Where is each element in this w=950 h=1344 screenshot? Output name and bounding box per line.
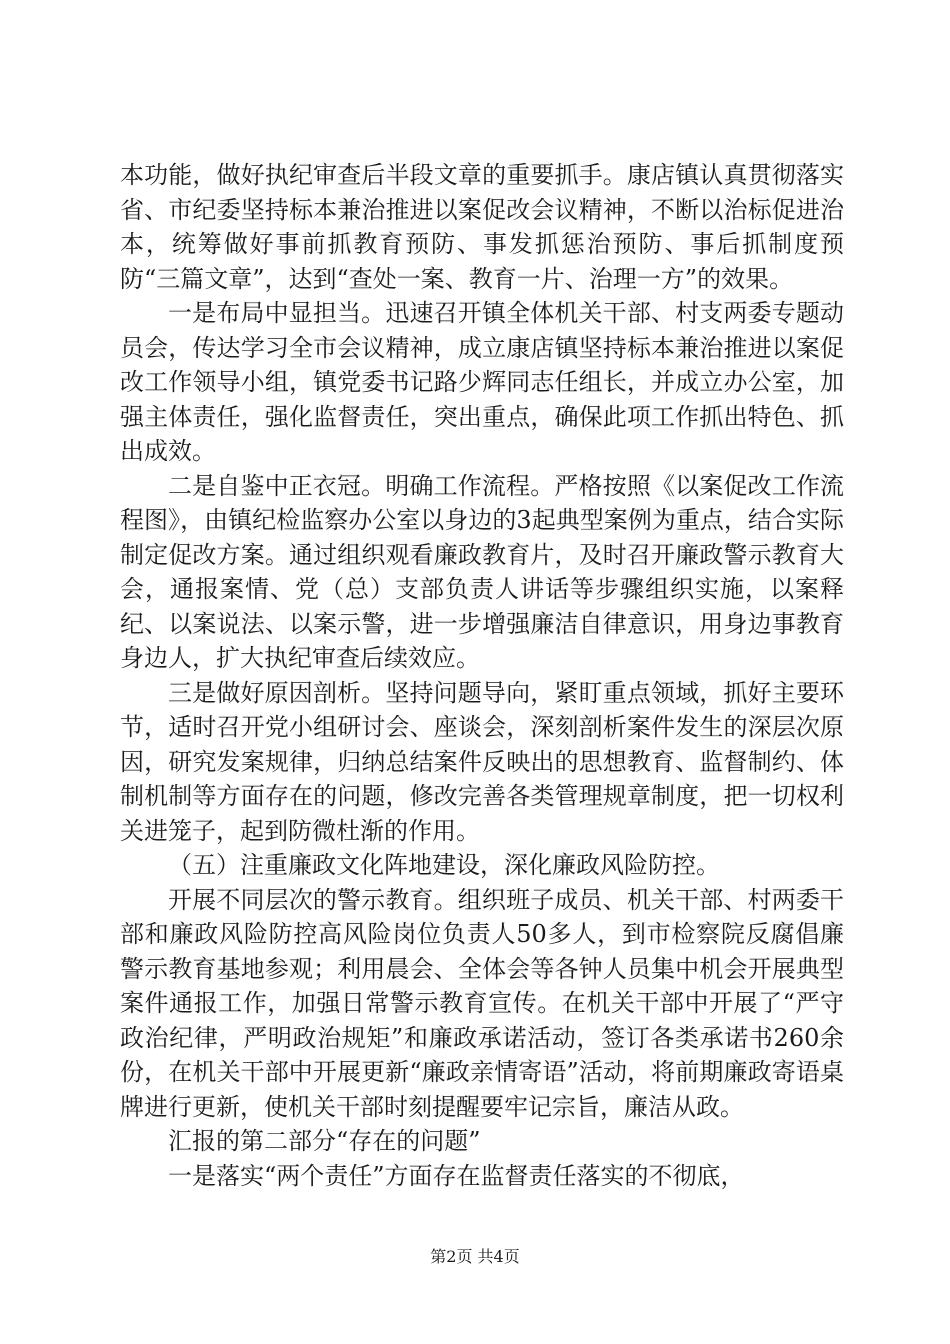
body-text [120, 158, 844, 1193]
section-heading-five: （五）注重廉政文化阵地建设，深化廉政风险防控。 [168, 851, 720, 879]
paragraph-warning-education: 开展不同层次的警示教育。组织班子成员、机关干部、村两委干部和廉政风险防控高风险岗位负责人50多人，到市检察院反腐倡廉警示教育基地参观；利用晨会、全体会等各钟人员集中机会开展典型案件通报工作，加强日常警示教育宣传。在机关干部中开展了“严守政治纪律，严明政治规矩”和廉政承诺活动，签订各类承诺书260余份，在机关干部中开展更新“廉政亲情寄语”活动，将前期廉政寄语桌牌进行更新，使机关干部时刻提醒要牢记宗旨，廉洁从政。 [120, 885, 844, 1121]
paragraph-problem-one: 一是落实“两个责任”方面存在监督责任落实的不彻底， [168, 1161, 745, 1190]
paragraph-point-three: 三是做好原因剖析。坚持问题导向，紧盯重点领域，抓好主要环节，适时召开党小组研讨会、座谈会，深刻剖析案件发生的深层次原因，研究发案规律，归纳总结案件反映出的思想教育、监督制约、体制机制等方面存在的问题，修改完善各类管理规章制度，把一切权利关进笼子，起到防微杜渐的作用。 [120, 678, 844, 845]
paragraph-continuation: 本功能，做好执纪审查后半段文章的重要抓手。康店镇认真贯彻落实省、市纪委坚持标本兼治推进以案促改会议精神，不断以治标促进治本，统筹做好事前抓教育预防、事发抓惩治预防、事后抓制度预防“三篇文章”，达到“查处一案、教育一片、治理一方”的效果。 [120, 161, 844, 293]
section-heading-part-two: 汇报的第二部分“存在的问题” [168, 1127, 481, 1155]
paragraph-point-one: 一是布局中显担当。迅速召开镇全体机关干部、村支两委专题动员会，传达学习全市会议精神，成立康店镇坚持标本兼治推进以案促改工作领导小组，镇党委书记路少辉同志任组长，并成立办公室，加强主体责任，强化监督责任，突出重点，确保此项工作抓出特色、抓出成效。 [120, 299, 844, 465]
paragraph-point-two: 二是自鉴中正衣冠。明确工作流程。严格按照《以案促改工作流程图》，由镇纪检监察办公室以身边的3起典型案例为重点，结合实际制定促改方案。通过组织观看廉政教育片，及时召开廉政警示教育大会，通报案情、党（总）支部负责人讲话等步骤组织实施，以案释纪、以案说法、以案示警，进一步增强廉洁自律意识，用身边事教育身边人，扩大执纪审查后续效应。 [120, 471, 844, 672]
page-number-footer: 第2页 共4页 [430, 1247, 520, 1266]
